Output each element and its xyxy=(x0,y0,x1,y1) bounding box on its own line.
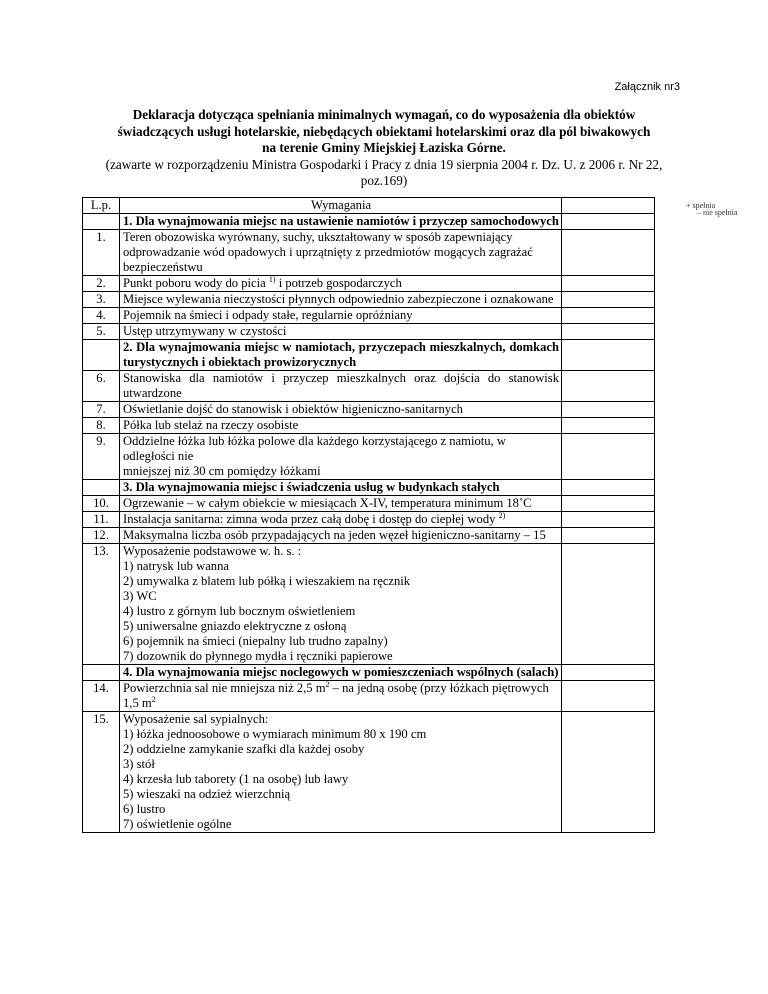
status-cell[interactable] xyxy=(562,371,655,402)
status-cell[interactable] xyxy=(562,198,655,214)
status-cell[interactable] xyxy=(562,480,655,496)
requirement-line: 3) stół xyxy=(123,757,155,771)
requirement-text: Powierzchnia sal nie mniejsza niż 2,5 $m^2$ – na jedną osobę (przy łóżkach piętrowych 1,5 $m^2$ xyxy=(120,681,562,712)
requirements-table xyxy=(82,197,655,833)
requirement-text: Ogrzewanie – w całym obiekcie w miesiącach X-IV, temperatura minimum 18˚C xyxy=(120,496,562,512)
header-title-line-2: świadczących usługi hotelarskie, niebędących obiektami hotelarskimi oraz dla pól biwakowych xyxy=(117,123,651,139)
row-number xyxy=(83,340,120,371)
section-row xyxy=(83,340,655,371)
table-row xyxy=(83,292,655,308)
requirement-line: 5) uniwersalne gniazdo elektryczne z osłoną xyxy=(123,619,347,633)
row-number: 14. xyxy=(83,681,120,712)
status-cell[interactable] xyxy=(562,214,655,230)
status-cell[interactable] xyxy=(562,340,655,371)
row-number: 9. xyxy=(83,434,120,480)
table-row xyxy=(83,402,655,418)
status-cell[interactable] xyxy=(562,402,655,418)
status-cell[interactable] xyxy=(562,418,655,434)
requirement-line: Wyposażenie sal sypialnych: xyxy=(123,712,269,726)
requirement-line: 3) WC xyxy=(123,589,157,603)
requirement-line: Wyposażenie podstawowe w. h. s. : xyxy=(123,544,302,558)
row-number: 5. xyxy=(83,324,120,340)
status-cell[interactable] xyxy=(562,230,655,276)
row-number xyxy=(83,665,120,681)
section-heading: 2. Dla wynajmowania miejsc w namiotach, przyczepach mieszkalnych, domkach turystycznych i obiektach prowizorycznych xyxy=(120,340,562,371)
requirement-line: 6) lustro xyxy=(123,802,166,816)
table-header-row xyxy=(83,198,655,214)
table-row xyxy=(83,528,655,544)
header-title-line-1: Deklaracja dotycząca spełniania minimalnych wymagań, co do wyposażenia dla obiektów xyxy=(132,107,636,122)
table-row xyxy=(83,230,655,276)
section-heading: 3. Dla wynajmowania miejsc i świadczenia usług w budynkach stałych xyxy=(120,480,562,496)
column-header-requirements: Wymagania xyxy=(120,198,562,214)
section-row xyxy=(83,480,655,496)
requirement-text: Pojemnik na śmieci i odpady stałe, regularnie opróżniany xyxy=(120,308,562,324)
requirement-line: 5) wieszaki na odzież wierzchnią xyxy=(123,787,291,801)
requirement-text xyxy=(120,544,562,665)
row-number: 10. xyxy=(83,496,120,512)
requirement-line: 2) umywalka z blatem lub półką i wieszakiem na ręcznik xyxy=(123,574,411,588)
row-number: 12. xyxy=(83,528,120,544)
section-row xyxy=(83,214,655,230)
row-number: 8. xyxy=(83,418,120,434)
table-row xyxy=(83,496,655,512)
row-number: 13. xyxy=(83,544,120,665)
status-cell[interactable] xyxy=(562,665,655,681)
requirement-text: Maksymalna liczba osób przypadających na jeden węzeł higieniczno-sanitarny – 15 xyxy=(120,528,562,544)
requirement-text: Miejsce wylewania nieczystości płynnych odpowiednio zabezpieczone i oznakowane xyxy=(120,292,562,308)
table-row xyxy=(83,512,655,528)
row-number: 11. xyxy=(83,512,120,528)
requirement-text: Półka lub stelaż na rzeczy osobiste xyxy=(120,418,562,434)
table-row xyxy=(83,434,655,480)
requirement-line: 7) dozownik do płynnego mydła i ręczniki papierowe xyxy=(123,649,393,663)
requirement-text xyxy=(120,434,562,480)
table-row xyxy=(83,418,655,434)
row-number xyxy=(83,214,120,230)
legend-not-meets: – nie spełnia xyxy=(697,208,738,217)
row-number: 7. xyxy=(83,402,120,418)
status-cell[interactable] xyxy=(562,434,655,480)
row-number: 6. xyxy=(83,371,120,402)
table-row xyxy=(83,324,655,340)
requirement-line: Oddzielne łóżka lub łóżka polowe dla każdego korzystającego z namiotu, w odległości nie xyxy=(123,434,506,463)
status-cell[interactable] xyxy=(562,544,655,665)
table-row xyxy=(83,544,655,665)
requirement-line: 4) krzesła lub taborety (1 na osobę) lub ławy xyxy=(123,772,349,786)
status-cell[interactable] xyxy=(562,308,655,324)
requirement-text: Oświetlanie dojść do stanowisk i obiektów higieniczno-sanitarnych xyxy=(120,402,562,418)
section-row xyxy=(83,665,655,681)
requirement-line: 2) oddzielne zamykanie szafki dla każdej osoby xyxy=(123,742,365,756)
table-row xyxy=(83,371,655,402)
status-cell[interactable] xyxy=(562,528,655,544)
section-heading: 4. Dla wynajmowania miejsc noclegowych w pomieszczeniach wspólnych (salach) xyxy=(120,665,562,681)
attachment-label: Załącznik nr3 xyxy=(614,81,680,93)
requirement-text: Teren obozowiska wyrównany, suchy, ukształtowany w sposób zapewniający odprowadzanie wód opadowych i uprzątnięty z przedmiotów mogących zagrażać bezpieczeństwu xyxy=(120,230,562,276)
status-cell[interactable] xyxy=(562,681,655,712)
status-cell[interactable] xyxy=(562,292,655,308)
requirement-text: Instalacja sanitarna: zimna woda przez całą dobę i dostęp do ciepłej wody $^{2)}$ xyxy=(120,512,562,528)
status-cell[interactable] xyxy=(562,324,655,340)
table-row xyxy=(83,681,655,712)
row-number xyxy=(83,480,120,496)
requirement-text xyxy=(120,712,562,833)
table-row xyxy=(83,308,655,324)
requirement-line: 1) łóżka jednoosobowe o wymiarach minimum 80 x 190 cm xyxy=(123,727,427,741)
requirement-text: Ustęp utrzymywany w czystości xyxy=(120,324,562,340)
row-number: 2. xyxy=(83,276,120,292)
requirement-line: 4) lustro z górnym lub bocznym oświetleniem xyxy=(123,604,356,618)
requirement-line: 1) natrysk lub wanna xyxy=(123,559,229,573)
requirement-text: Stanowiska dla namiotów i przyczep mieszkalnych oraz dojścia do stanowisk utwardzone xyxy=(120,371,562,402)
requirement-text: Punkt poboru wody do picia $^{1)}$ i potrzeb gospodarczych xyxy=(120,276,562,292)
status-cell[interactable] xyxy=(562,512,655,528)
document-header xyxy=(82,107,686,190)
header-title-line-3: na terenie Gminy Miejskiej Łaziska Górne. xyxy=(262,140,506,156)
row-number: 4. xyxy=(83,308,120,324)
legend-meets: + spełnia xyxy=(686,201,716,210)
section-heading: 1. Dla wynajmowania miejsc na ustawienie namiotów i przyczep samochodowych xyxy=(120,214,562,230)
table-row xyxy=(83,276,655,292)
status-cell[interactable] xyxy=(562,496,655,512)
requirement-line: 7) oświetlenie ogólne xyxy=(123,817,232,831)
table-row xyxy=(83,712,655,833)
row-number: 1. xyxy=(83,230,120,276)
row-number: 3. xyxy=(83,292,120,308)
status-cell[interactable] xyxy=(562,712,655,833)
status-cell[interactable] xyxy=(562,276,655,292)
requirement-line: mniejszej niż 30 cm pomiędzy łóżkami xyxy=(123,464,321,478)
header-subtitle: (zawarte w rozporządzeniu Ministra Gospodarki i Pracy z dnia 19 sierpnia 2004 r. Dz. U. z 2006 r. Nr 22, poz.169) xyxy=(105,156,663,189)
row-number: 15. xyxy=(83,712,120,833)
requirement-line: 6) pojemnik na śmieci (niepalny lub trudno zapalny) xyxy=(123,634,388,648)
column-header-lp: L.p. xyxy=(83,198,120,214)
